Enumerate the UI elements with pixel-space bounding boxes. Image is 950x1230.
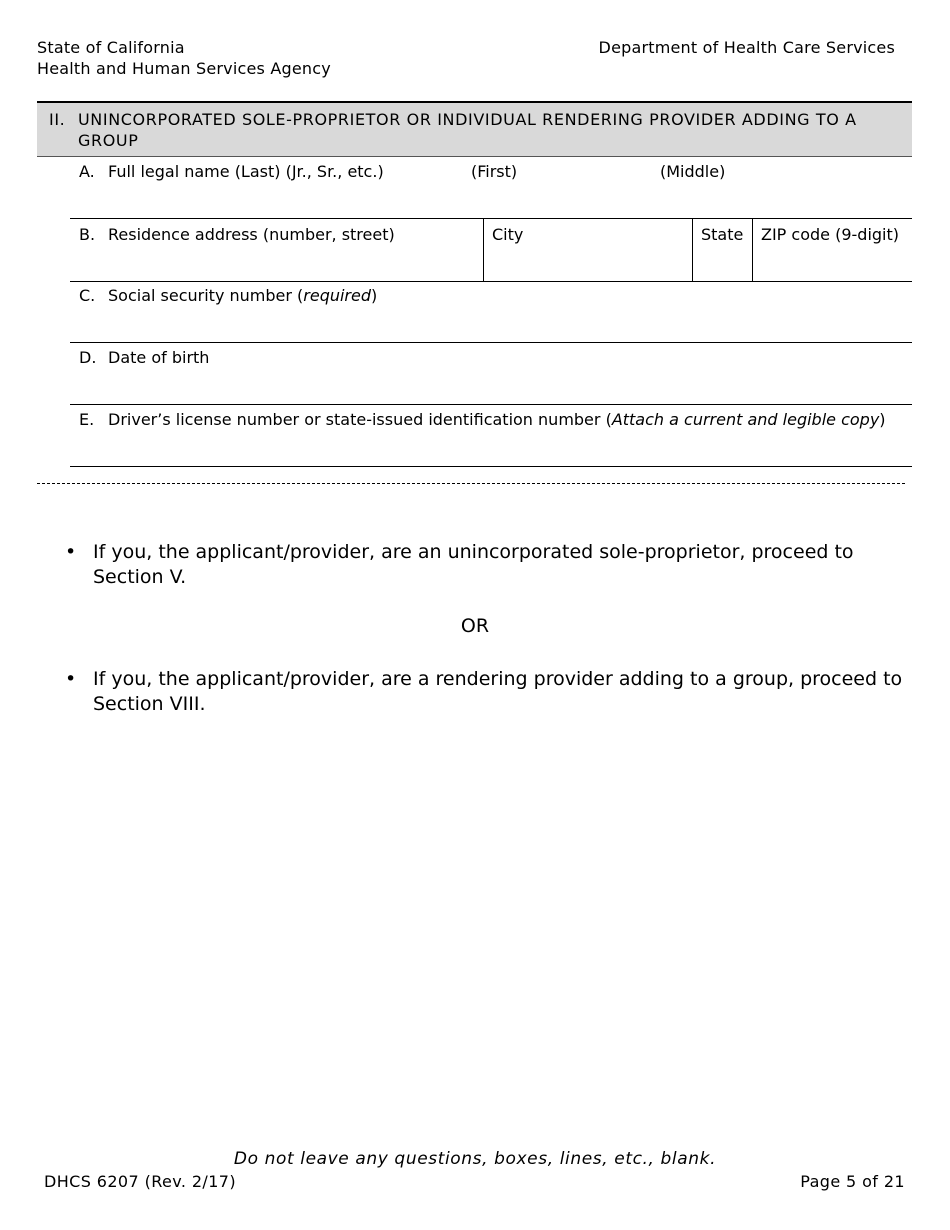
label-close: ): [371, 286, 378, 305]
state-name: State of California: [37, 38, 185, 57]
instruction-text: If you, the applicant/provider, are an unincorporated sole-proprietor, proceed to Section V.: [93, 541, 854, 588]
field-full-legal-name[interactable]: [70, 156, 912, 219]
state-label: State: [701, 225, 744, 244]
field-letter: B.: [79, 225, 96, 244]
field-residence-address-row: [70, 218, 912, 282]
section-number: II.: [49, 110, 66, 129]
field-city[interactable]: [483, 219, 692, 281]
field-letter: D.: [79, 348, 97, 367]
field-residence-address[interactable]: [79, 225, 395, 245]
field-letter: A.: [79, 162, 95, 181]
field-date-of-birth[interactable]: [70, 342, 912, 405]
zip-label: ZIP code (9-digit): [761, 225, 899, 244]
agency-name: Health and Human Services Agency: [37, 59, 331, 78]
field-label: Date of birth: [108, 348, 210, 367]
attach-copy-note: Attach a current and legible copy: [611, 410, 880, 429]
field-drivers-license[interactable]: [70, 404, 912, 467]
field-letter: E.: [79, 410, 95, 429]
department-header: [599, 37, 895, 58]
field-letter: C.: [79, 286, 96, 305]
bullet-icon: •: [65, 668, 77, 690]
form-identifier: DHCS 6207 (Rev. 2/17): [44, 1172, 237, 1191]
instruction-text: If you, the applicant/provider, are a rendering provider adding to a group, proceed to Section VIII.: [93, 668, 903, 715]
field-label: Residence address (number, street): [108, 225, 395, 244]
section-header: [37, 101, 912, 157]
city-label: City: [492, 225, 524, 244]
field-label: Driver’s license number or state-issued identification number (: [108, 410, 612, 429]
page-number: Page 5 of 21: [800, 1172, 905, 1191]
field-state[interactable]: [692, 219, 752, 281]
field-social-security-number[interactable]: [70, 280, 912, 343]
department-name: Department of Health Care Services: [598, 38, 895, 57]
field-label: Social security number (: [108, 286, 304, 305]
footer-note: Do not leave any questions, boxes, lines, etc., blank.: [233, 1149, 717, 1169]
label-close: ): [879, 410, 886, 429]
cut-line-divider: [37, 483, 905, 484]
agency-header: [37, 37, 331, 79]
required-note: required: [303, 286, 372, 305]
middle-name-label: (Middle): [660, 162, 726, 181]
bullet-icon: •: [65, 541, 77, 563]
field-zip-code[interactable]: [752, 219, 913, 281]
field-label: Full legal name (Last) (Jr., Sr., etc.): [108, 162, 384, 181]
or-separator: OR: [460, 615, 490, 637]
section-title: UNINCORPORATED SOLE-PROPRIETOR OR INDIVIDUAL RENDERING PROVIDER ADDING TO A GROUP: [78, 110, 857, 150]
first-name-label: (First): [471, 162, 518, 181]
